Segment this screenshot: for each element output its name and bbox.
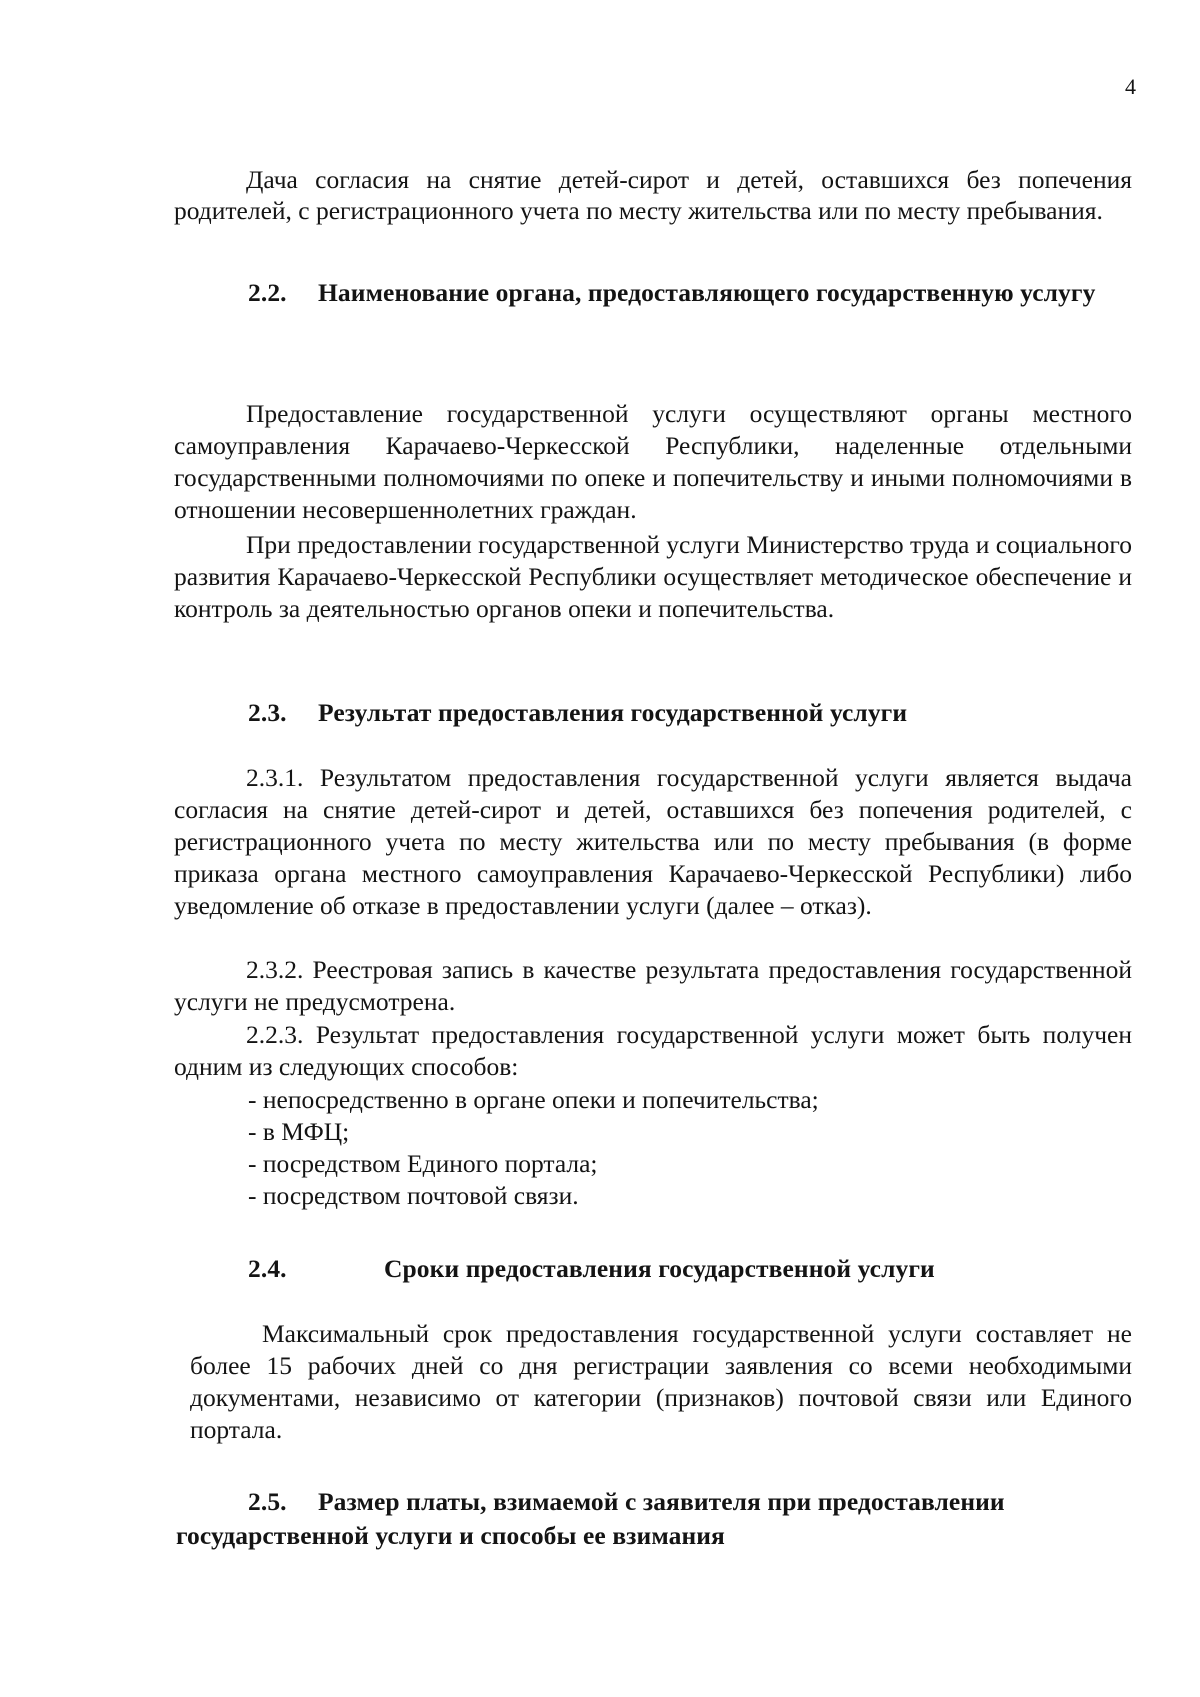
section-2-2-paragraph-2: При предоставлении государственной услуги Министерство труда и социального развития Карачаево-Черкесской Республики осуществляет методическое обеспечение и контроль за деятельностью органов опеки и попечительства. xyxy=(174,530,1132,623)
section-2-3-paragraph-2: 2.3.2. Реестровая запись в качестве результата предоставления государственной услуги не предусмотрена. xyxy=(174,955,1132,1016)
section-2-3-number: 2.3. xyxy=(248,698,287,727)
section-2-2-heading xyxy=(176,276,1131,310)
section-2-3-title: Результат предоставления государственной услуги xyxy=(318,698,908,727)
list-item: - в МФЦ; xyxy=(248,1117,350,1146)
section-2-2-title: Наименование органа, предоставляющего государственную услугу xyxy=(318,278,1096,307)
list-item: - посредством почтовой связи. xyxy=(248,1181,579,1210)
section-2-2-paragraph-1: Предоставление государственной услуги осуществляют органы местного самоуправления Карачаево-Черкесской Республики, наделенные отдельными государственными полномочиями по опеке и попечительству и иными полномочиями в отношении несовершеннолетних граждан. xyxy=(174,399,1132,524)
section-2-5-heading xyxy=(176,1485,1131,1553)
list-item: - непосредственно в органе опеки и попечительства; xyxy=(248,1085,819,1114)
page-number: 4 xyxy=(1125,74,1136,99)
intro-paragraph: Дача согласия на снятие детей-сирот и детей, оставшихся без попечения родителей, с регистрационного учета по месту жительства или по месту пребывания. xyxy=(174,165,1132,225)
section-2-4-number: 2.4. xyxy=(248,1254,287,1283)
section-2-4-title: Сроки предоставления государственной услуги xyxy=(384,1254,935,1283)
section-2-5-number: 2.5. xyxy=(248,1487,287,1516)
section-2-3-heading xyxy=(176,696,1131,730)
section-2-4-paragraph-1: Максимальный срок предоставления государственной услуги составляет не более 15 рабочих дней со дня регистрации заявления со всеми необходимыми документами, независимо от категории (признаков) почтовой связи или Единого портала. xyxy=(190,1319,1132,1444)
section-2-4-heading xyxy=(176,1252,1131,1286)
list-item: - посредством Единого портала; xyxy=(248,1149,598,1178)
section-2-5-title: Размер платы, взимаемой с заявителя при предоставлении государственной услуги и способы ее взимания xyxy=(176,1487,1005,1550)
section-2-2-number: 2.2. xyxy=(248,278,287,307)
section-2-3-paragraph-1: 2.3.1. Результатом предоставления государственной услуги является выдача согласия на снятие детей-сирот и детей, оставшихся без попечения родителей, с регистрационного учета по месту жительства или по месту пребывания (в форме приказа органа местного самоуправления Карачаево-Черкесской Республики) либо уведомление об отказе в предоставлении услуги (далее – отказ). xyxy=(174,763,1132,920)
section-2-3-paragraph-3: 2.2.3. Результат предоставления государственной услуги может быть получен одним из следующих способов: xyxy=(174,1020,1132,1081)
